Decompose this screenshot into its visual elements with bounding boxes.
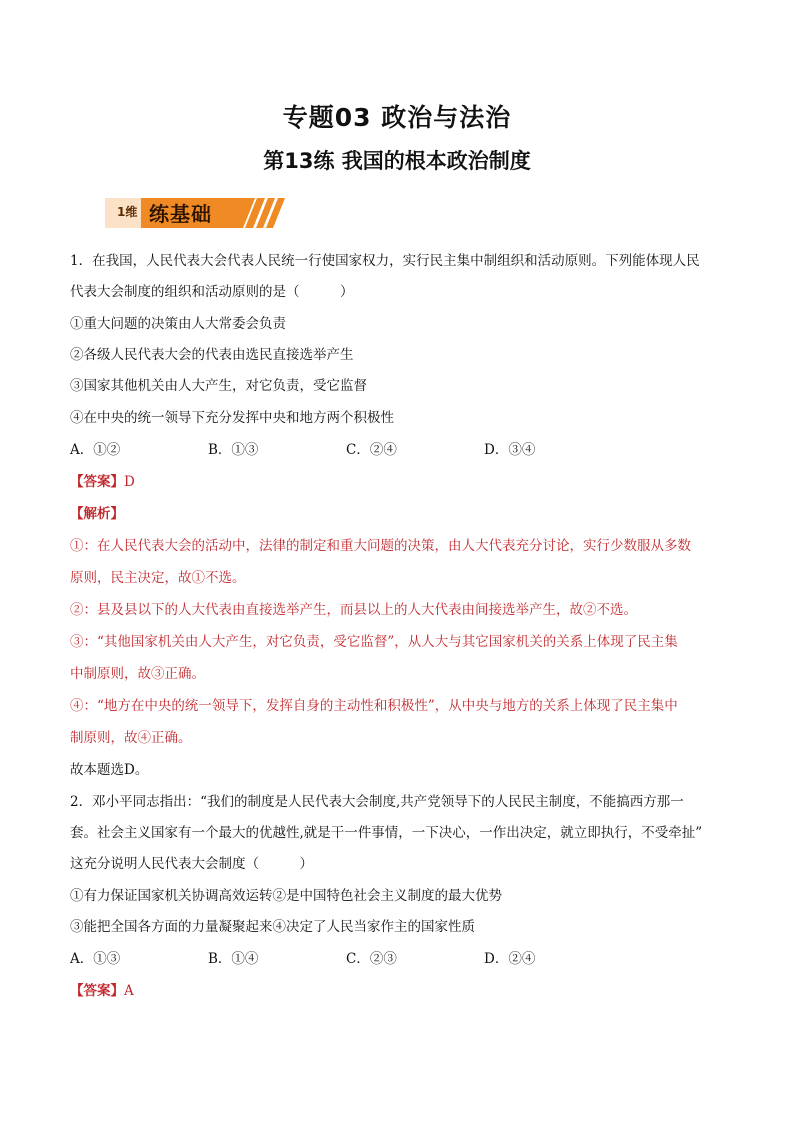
q1-analysis-line3: ②：县及县以下的人大代表由直接选举产生，而县以上的人大代表由间接选举产生，故②不选。 xyxy=(70,602,637,618)
q1-analysis-line4: ③：“其他国家机关由人大产生，对它负责，受它监督”，从人大与其它国家机关的关系上体现了民主集 xyxy=(70,634,678,650)
q2-item-1: ①有力保证国家机关协调高效运转②是中国特色社会主义制度的最大优势 xyxy=(70,888,502,904)
q2-option-d: D．②④ xyxy=(484,951,536,967)
q1-analysis-label: 【解析】 xyxy=(70,506,124,522)
q2-stem-line3: 这充分说明人民代表大会制度（ ） xyxy=(70,856,313,872)
q1-analysis-line2: 原则，民主决定，故①不选。 xyxy=(70,570,246,586)
q1-item-1: ①重大问题的决策由人大常委会负责 xyxy=(70,316,286,332)
q2-stem-line1: 2．邓小平同志指出：“我们的制度是人民代表大会制度,共产党领导下的人民民主制度，不能搞西方那一 xyxy=(70,794,684,810)
q1-option-d: D．③④ xyxy=(484,442,536,458)
q1-item-4: ④在中央的统一领导下充分发挥中央和地方两个积极性 xyxy=(70,410,394,426)
q2-answer-label: 【答案】 xyxy=(70,983,124,999)
q1-item-3: ③国家其他机关由人大产生，对它负责，受它监督 xyxy=(70,378,367,394)
q1-analysis-line5: 中制原则，故③正确。 xyxy=(70,666,205,682)
q1-analysis-line1: ①：在人民代表大会的活动中，法律的制定和重大问题的决策，由人大代表充分讨论，实行少数服从多数 xyxy=(70,538,691,554)
q2-answer-value: A xyxy=(124,983,134,999)
q2-option-c: C．②③ xyxy=(346,951,397,967)
q1-stem-line2: 代表大会制度的组织和活动原则的是（ ） xyxy=(70,284,354,300)
q1-answer-value: D xyxy=(124,474,135,490)
q2-option-a: A．①③ xyxy=(70,951,121,967)
q1-option-a: A．①② xyxy=(70,442,121,458)
q1-option-b: B．①③ xyxy=(208,442,259,458)
q1-conclusion: 故本题选D。 xyxy=(70,762,149,778)
q1-item-2: ②各级人民代表大会的代表由选民直接选举产生 xyxy=(70,347,354,363)
q2-answer xyxy=(70,981,730,1001)
q2-stem-line2: 套。社会主义国家有一个最大的优越性,就是干一件事情，一下决心，一作出决定，就立即执行，不受牵扯” xyxy=(70,825,703,841)
q2-option-b: B．①④ xyxy=(208,951,259,967)
page-title: 专题03 政治与法治 xyxy=(282,103,512,132)
q2-item-2: ③能把全国各方面的力量凝聚起来④决定了人民当家作主的国家性质 xyxy=(70,919,475,935)
q1-analysis-line7: 制原则，故④正确。 xyxy=(70,730,192,746)
q1-stem-line1: 1．在我国，人民代表大会代表人民统一行使国家权力，实行民主集中制组织和活动原则。下列能体现人民 xyxy=(70,253,700,269)
q1-answer xyxy=(70,472,730,492)
page-subtitle: 第13练 我国的根本政治制度 xyxy=(263,149,531,173)
section-banner xyxy=(105,196,285,230)
q1-option-c: C．②④ xyxy=(346,442,397,458)
banner-tag: 1维 xyxy=(117,205,138,219)
q1-answer-label: 【答案】 xyxy=(70,474,124,490)
banner-label: 练基础 xyxy=(149,202,212,226)
q1-analysis-line6: ④：“地方在中央的统一领导下，发挥自身的主动性和积极性”，从中央与地方的关系上体现了民主集中 xyxy=(70,698,678,714)
